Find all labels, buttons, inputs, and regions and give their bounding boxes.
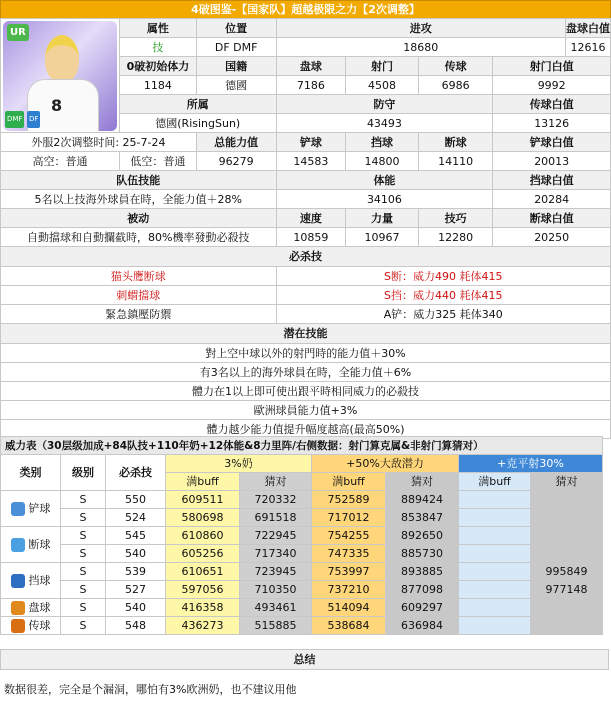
team-value: 德國(RisingSun) xyxy=(120,114,277,133)
cell-v4: 853847 xyxy=(386,509,459,527)
position-value: DF DMF xyxy=(196,38,276,57)
col-skill: 必杀技 xyxy=(106,455,166,491)
latent-skill-header: 潜在技能 xyxy=(1,324,611,344)
special-skill-name: 緊急鎮壓防禦 xyxy=(1,305,277,324)
intercept-white-value: 20250 xyxy=(493,228,611,247)
col-level: 级别 xyxy=(61,455,106,491)
attr-value: 技 xyxy=(120,38,197,57)
group-header-2: +50%大敌潜力 xyxy=(312,455,459,473)
cell-skill: 524 xyxy=(106,509,166,527)
latent-skill-item: 對上空中球以外的射門時的能力值＋30% xyxy=(1,344,611,363)
cell-v3: 752589 xyxy=(312,491,386,509)
cell-v3: 754255 xyxy=(312,527,386,545)
power-table-body xyxy=(1,491,603,635)
cell-level: S xyxy=(61,617,106,635)
adjust-time: 外服2次调整时间: 25-7-24 xyxy=(1,133,197,152)
summary-section xyxy=(0,649,609,710)
position-badge-df: DF xyxy=(27,111,40,128)
latent-skill-item: 體力越少能力值提升幅度越高(最高50%) xyxy=(1,420,611,439)
physical-value: 34106 xyxy=(276,190,493,209)
total-value: 96279 xyxy=(196,152,276,171)
tackle-white-label: 铲球白值 xyxy=(493,133,611,152)
dribble-label: 盘球 xyxy=(276,57,346,76)
defense-value: 43493 xyxy=(276,114,493,133)
nation-label: 国籍 xyxy=(196,57,276,76)
sub-full: 满buff xyxy=(312,473,386,491)
speed-label: 速度 xyxy=(276,209,346,228)
type-cell xyxy=(1,527,61,563)
passive-text: 自動擋球和自動攔截時，80%機率發動必殺技 xyxy=(1,228,277,247)
position-badge-dmf: DMF xyxy=(5,111,24,128)
cell-v1: 416358 xyxy=(166,599,240,617)
jersey-number: 8 xyxy=(51,95,63,115)
portrait-cell xyxy=(1,19,120,133)
type-label: 盘球 xyxy=(28,600,51,614)
skill-type-icon xyxy=(11,619,25,633)
power-table-row xyxy=(1,491,603,509)
cell-v6: 995849 xyxy=(531,563,603,581)
cell-v2: 515885 xyxy=(240,617,312,635)
group-header-3: +克平射30% xyxy=(459,455,603,473)
cell-v5 xyxy=(459,599,531,617)
cell-v6 xyxy=(531,491,603,509)
cell-v5 xyxy=(459,545,531,563)
dribble-white-value: 12616 xyxy=(565,38,610,57)
tackle-label: 铲球 xyxy=(276,133,346,152)
cell-v2: 723945 xyxy=(240,563,312,581)
pass-white-value: 13126 xyxy=(493,114,611,133)
cell-v2: 722945 xyxy=(240,527,312,545)
cell-skill: 539 xyxy=(106,563,166,581)
special-skill-name: 刺蝟擋球 xyxy=(1,286,277,305)
team-skill-text: 5名以上技海外球員在時，全能力值＋28% xyxy=(1,190,277,209)
cell-v5 xyxy=(459,581,531,599)
cell-v1: 580698 xyxy=(166,509,240,527)
cell-v1: 609511 xyxy=(166,491,240,509)
speed-value: 10859 xyxy=(276,228,346,247)
pass-white-label: 传球白值 xyxy=(493,95,611,114)
intercept-value: 14110 xyxy=(418,152,493,171)
cell-v6: 977148 xyxy=(531,581,603,599)
power-table-row xyxy=(1,545,603,563)
sub-full: 满buff xyxy=(459,473,531,491)
skill-type-icon xyxy=(11,538,25,552)
pass-value: 6986 xyxy=(418,76,493,95)
cell-v4: 877098 xyxy=(386,581,459,599)
sub-guess: 猜对 xyxy=(386,473,459,491)
nation-value: 德國 xyxy=(196,76,276,95)
power-table-row xyxy=(1,599,603,617)
cell-level: S xyxy=(61,509,106,527)
attr-label: 属性 xyxy=(120,19,197,38)
tackle-value: 14583 xyxy=(276,152,346,171)
cell-v6 xyxy=(531,617,603,635)
block-value: 14800 xyxy=(346,152,419,171)
cell-v2: 720332 xyxy=(240,491,312,509)
cell-v1: 605256 xyxy=(166,545,240,563)
power-table-row xyxy=(1,581,603,599)
block-white-value: 20284 xyxy=(493,190,611,209)
cell-v5 xyxy=(459,509,531,527)
info-table xyxy=(0,18,611,439)
tackle-white-value: 20013 xyxy=(493,152,611,171)
type-cell xyxy=(1,617,61,635)
cell-skill: 545 xyxy=(106,527,166,545)
stamina-label: 0破初始体力 xyxy=(120,57,197,76)
cell-v2: 717340 xyxy=(240,545,312,563)
cell-v4: 885730 xyxy=(386,545,459,563)
high-air: 高空：普通 xyxy=(1,152,120,171)
cell-v5 xyxy=(459,491,531,509)
cell-v3: 737210 xyxy=(312,581,386,599)
cell-v4: 889424 xyxy=(386,491,459,509)
type-cell xyxy=(1,563,61,599)
page-title: 4破图鉴-【国家队】超越极限之力【2次调整】 xyxy=(0,0,611,19)
cell-v4: 636984 xyxy=(386,617,459,635)
skill-type-icon xyxy=(11,601,25,615)
cell-v3: 538684 xyxy=(312,617,386,635)
cell-level: S xyxy=(61,527,106,545)
cell-v6 xyxy=(531,509,603,527)
shoot-value: 4508 xyxy=(346,76,419,95)
cell-v3: 747335 xyxy=(312,545,386,563)
cell-v5 xyxy=(459,617,531,635)
power-table-row xyxy=(1,509,603,527)
passive-label: 被动 xyxy=(1,209,277,228)
type-cell xyxy=(1,491,61,527)
team-skill-label: 队伍技能 xyxy=(1,171,277,190)
cell-v6 xyxy=(531,527,603,545)
power-table xyxy=(0,436,603,635)
power-label: 力量 xyxy=(346,209,419,228)
sub-full: 满buff xyxy=(166,473,240,491)
col-type: 类别 xyxy=(1,455,61,491)
dribble-white-label: 盘球白值 xyxy=(565,19,610,38)
cell-v2: 493461 xyxy=(240,599,312,617)
special-skill-name: 猫头鹰断球 xyxy=(1,267,277,286)
cell-v4: 892650 xyxy=(386,527,459,545)
cell-v1: 436273 xyxy=(166,617,240,635)
dribble-value: 7186 xyxy=(276,76,346,95)
technique-value: 12280 xyxy=(418,228,493,247)
cell-skill: 540 xyxy=(106,545,166,563)
cell-v2: 691518 xyxy=(240,509,312,527)
low-air: 低空：普通 xyxy=(120,152,197,171)
type-label: 挡球 xyxy=(28,573,51,587)
cell-v6 xyxy=(531,599,603,617)
power-table-row xyxy=(1,617,603,635)
cell-v4: 893885 xyxy=(386,563,459,581)
cell-v3: 717012 xyxy=(312,509,386,527)
cell-v3: 514094 xyxy=(312,599,386,617)
position-label: 位置 xyxy=(196,19,276,38)
stamina-value: 1184 xyxy=(120,76,197,95)
technique-label: 技巧 xyxy=(418,209,493,228)
intercept-label: 断球 xyxy=(418,133,493,152)
power-table-row xyxy=(1,563,603,581)
cell-skill: 540 xyxy=(106,599,166,617)
power-table-row xyxy=(1,527,603,545)
cell-v3: 753997 xyxy=(312,563,386,581)
cell-skill: 548 xyxy=(106,617,166,635)
shoot-white-value: 9992 xyxy=(493,76,611,95)
skill-type-icon xyxy=(11,502,25,516)
sub-guess: 猜对 xyxy=(531,473,603,491)
cell-v6 xyxy=(531,545,603,563)
attack-label: 进攻 xyxy=(276,19,565,38)
cell-level: S xyxy=(61,599,106,617)
cell-level: S xyxy=(61,581,106,599)
attack-value: 18680 xyxy=(276,38,565,57)
block-label: 挡球 xyxy=(346,133,419,152)
cell-level: S xyxy=(61,563,106,581)
summary-text: 数据很差，完全是个漏洞，哪怕有3%欧洲奶，也不建议用他 xyxy=(4,683,297,696)
cell-v1: 597056 xyxy=(166,581,240,599)
block-white-label: 挡球白值 xyxy=(493,171,611,190)
special-skill-desc: S断：威力490 耗体415 xyxy=(276,267,611,286)
defense-label: 防守 xyxy=(276,95,493,114)
cell-v2: 710350 xyxy=(240,581,312,599)
shoot-white-label: 射门白值 xyxy=(493,57,611,76)
player-portrait xyxy=(3,21,117,131)
special-skill-desc: A铲：威力325 耗体340 xyxy=(276,305,611,324)
type-label: 断球 xyxy=(28,537,51,551)
player-head xyxy=(45,35,79,83)
cell-v4: 609297 xyxy=(386,599,459,617)
physical-label: 体能 xyxy=(276,171,493,190)
special-skill-desc: S挡：威力440 耗体415 xyxy=(276,286,611,305)
cell-v1: 610860 xyxy=(166,527,240,545)
latent-skill-item: 歐洲球員能力值+3% xyxy=(1,401,611,420)
team-label: 所属 xyxy=(120,95,277,114)
shoot-label: 射门 xyxy=(346,57,419,76)
cell-v5 xyxy=(459,563,531,581)
cell-v1: 610651 xyxy=(166,563,240,581)
skill-type-icon xyxy=(11,574,25,588)
summary-header: 总结 xyxy=(0,649,609,670)
type-cell xyxy=(1,599,61,617)
intercept-white-label: 断球白值 xyxy=(493,209,611,228)
cell-level: S xyxy=(61,545,106,563)
sub-guess: 猜对 xyxy=(240,473,312,491)
total-label: 总能力值 xyxy=(196,133,276,152)
rarity-badge: UR xyxy=(7,24,29,41)
group-header-1: 3%奶 xyxy=(166,455,312,473)
special-skill-header: 必杀技 xyxy=(1,247,611,267)
cell-skill: 550 xyxy=(106,491,166,509)
power-value: 10967 xyxy=(346,228,419,247)
type-label: 传球 xyxy=(28,618,51,632)
latent-skill-item: 體力在1以上即可使出跟平時相同威力的必殺技 xyxy=(1,382,611,401)
cell-skill: 527 xyxy=(106,581,166,599)
pass-label: 传球 xyxy=(418,57,493,76)
latent-skill-item: 有3名以上的海外球員在時，全能力值＋6% xyxy=(1,363,611,382)
cell-level: S xyxy=(61,491,106,509)
cell-v5 xyxy=(459,527,531,545)
power-table-header: 威力表（30层级加成+84队技+110年奶+12体能&8力里阵/右侧数据：射门算克属&非射门算猜对） xyxy=(1,437,603,455)
type-label: 铲球 xyxy=(28,501,51,515)
